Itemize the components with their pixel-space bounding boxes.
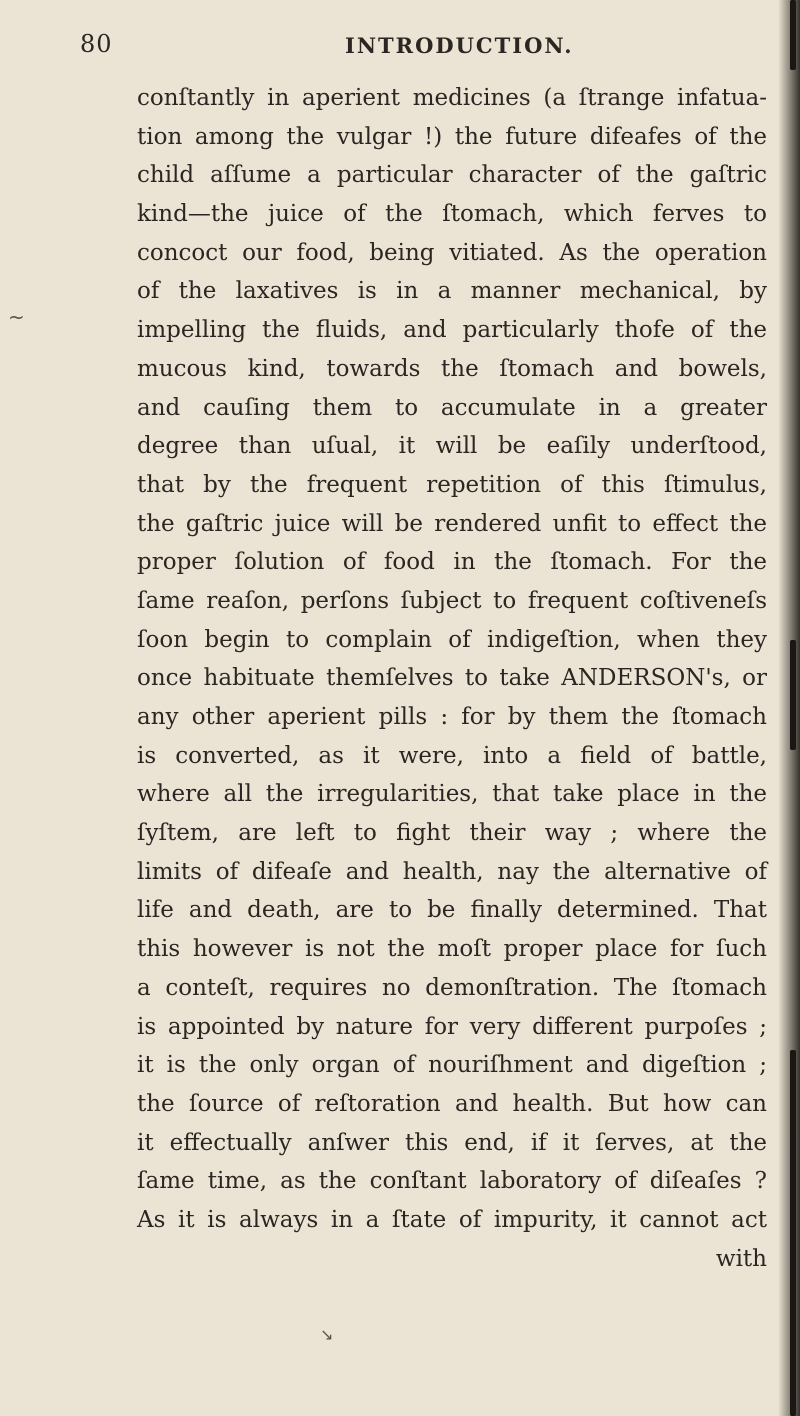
text-line: impelling the fluids, and particularly thofe of the bbox=[137, 317, 767, 344]
text-line: it is the only organ of nouriſhment and digeſtion ; bbox=[137, 1052, 767, 1079]
text-line: once habituate themſelves to take ANDERSON's, or bbox=[137, 665, 767, 692]
text-line: it effectually anſwer this end, if it ſerves, at the bbox=[137, 1129, 767, 1156]
page-number: 80 bbox=[80, 30, 113, 58]
page-edge-mark bbox=[790, 0, 796, 70]
body-text bbox=[137, 79, 767, 1278]
text-line: kind—the juice of the ſtomach, which ferves to bbox=[137, 201, 767, 228]
text-line: As it is always in a ſtate of impurity, it cannot act bbox=[137, 1206, 767, 1233]
text-line: child aſſume a particular character of the gaſtric bbox=[137, 162, 767, 189]
text-line: life and death, are to be finally determined. That bbox=[137, 897, 767, 924]
page-edge-mark bbox=[790, 640, 796, 750]
text-line: is converted, as it were, into a field of battle, bbox=[137, 742, 767, 769]
running-head: INTRODUCTION. bbox=[345, 33, 574, 58]
text-line: ſame time, as the conſtant laboratory of diſeaſes ? bbox=[137, 1168, 767, 1195]
text-line: and cauſing them to accumulate in a greater bbox=[137, 394, 767, 421]
margin-mark: ↘ bbox=[320, 1325, 334, 1344]
text-line: tion among the vulgar !) the future difeafes of the bbox=[137, 123, 767, 150]
text-line: the ſource of reſtoration and health. But how can bbox=[137, 1090, 767, 1117]
text-line: proper ſolution of food in the ſtomach. For the bbox=[137, 549, 767, 576]
page-edge-mark bbox=[790, 1050, 796, 1416]
text-line: this however is not the moſt proper place for ſuch bbox=[137, 936, 767, 963]
text-line: mucous kind, towards the ſtomach and bowels, bbox=[137, 355, 767, 382]
text-line: any other aperient pills : for by them the ſtomach bbox=[137, 704, 767, 730]
margin-mark: ~ bbox=[8, 305, 25, 329]
text-line: ſoon begin to complain of indigeſtion, when they bbox=[137, 626, 767, 653]
text-line: the gaſtric juice will be rendered unfit to effect the bbox=[137, 510, 767, 537]
text-line: is appointed by nature for very different purpoſes ; bbox=[137, 1013, 767, 1040]
text-line: that by the frequent repetition of this ſtimulus, bbox=[137, 471, 767, 498]
text-line: where all the irregularities, that take place in the bbox=[137, 781, 767, 808]
text-line: ſyſtem, are left to fight their way ; where the bbox=[137, 820, 767, 847]
text-line: of the laxatives is in a manner mechanical, by bbox=[137, 278, 767, 305]
text-line: limits of difeaſe and health, nay the alternative of bbox=[137, 858, 767, 885]
page-edge-shadow bbox=[778, 0, 800, 1416]
text-line: a conteſt, requires no demonſtration. The ſtomach bbox=[137, 974, 767, 1001]
text-line: degree than uſual, it will be eaſily underſtood, bbox=[137, 433, 767, 460]
catchword: with bbox=[715, 1245, 767, 1272]
text-line: conſtantly in aperient medicines (a ſtrange infatua- bbox=[137, 85, 767, 111]
text-line: ſame reaſon, perſons ſubject to frequent coſtiveneſs bbox=[137, 587, 767, 614]
text-line: concoct our food, being vitiated. As the operation bbox=[137, 239, 767, 266]
